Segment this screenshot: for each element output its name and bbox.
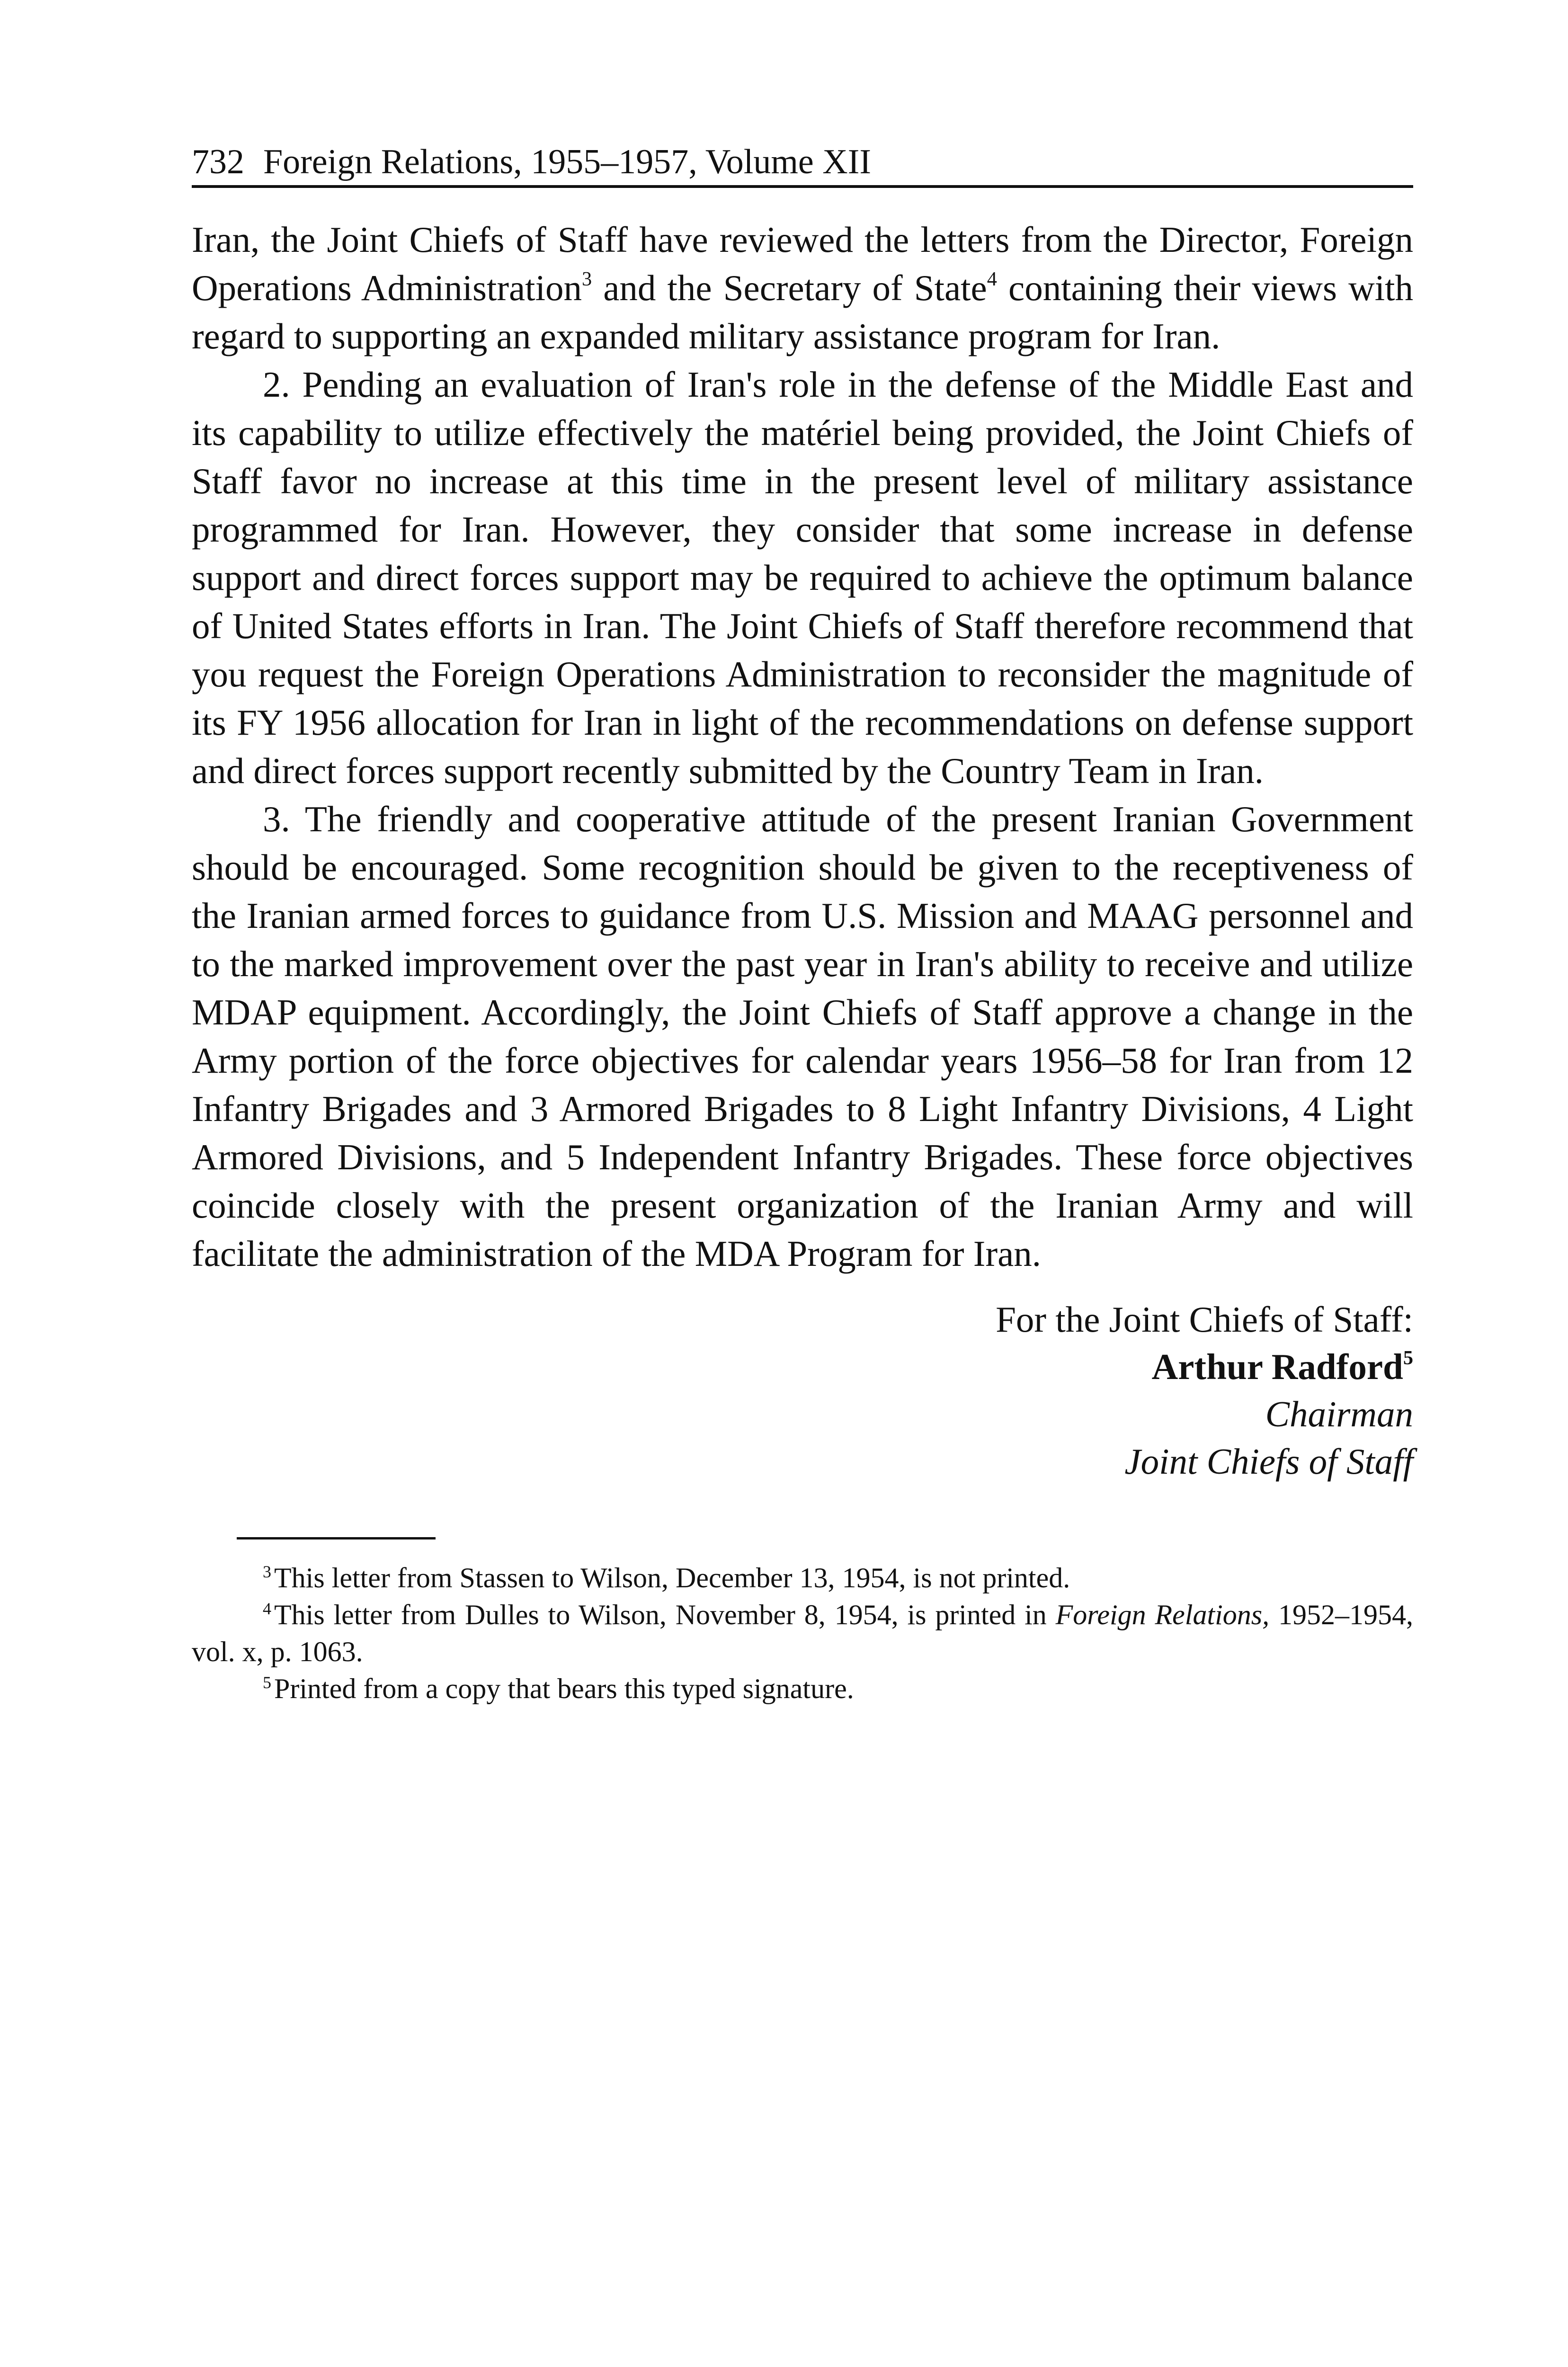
footnote-4-text-b: 1952–1954, vol. x, p. 1063. (192, 1599, 1414, 1668)
document-page (192, 142, 1413, 1707)
footnote-4-mark: 4 (263, 1599, 271, 1619)
running-head (192, 142, 1413, 188)
footnotes (192, 1559, 1413, 1707)
footnote-3-mark: 3 (263, 1562, 271, 1582)
footnote-3-text: This letter from Stassen to Wilson, December 13, 1954, is not printed. (274, 1562, 1070, 1594)
paragraph-1-text-a: Iran, the Joint Chiefs of Staff have reviewed the letters from the Director, Foreign Operations Administration (192, 219, 1413, 309)
signature-intro: For the Joint Chiefs of Staff: (996, 1299, 1413, 1340)
signature-block (192, 1296, 1413, 1485)
paragraph-1-text-b: and the Secretary of State (592, 267, 987, 309)
footnote-5-text: Printed from a copy that bears this typed signature. (274, 1673, 854, 1705)
letter-body (192, 215, 1413, 1278)
footnote-ref-3: 3 (581, 268, 592, 291)
footnote-divider (237, 1537, 436, 1539)
footnote-3 (192, 1559, 1413, 1596)
footnote-5 (192, 1670, 1413, 1707)
signer-title: Chairman (1265, 1394, 1413, 1435)
footnote-4-italic-title: Foreign Relations, (1055, 1599, 1270, 1631)
paragraph-1-text-c: containing their views with regard to supporting an expanded military assistance program for Iran. (192, 267, 1414, 357)
footnote-ref-4: 4 (987, 268, 997, 291)
signer-name: Arthur Radford (1151, 1346, 1403, 1388)
page-number: 732 (192, 142, 244, 181)
paragraph-1 (192, 215, 1413, 360)
paragraph-2: 2. Pending an evaluation of Iran's role in the defense of the Middle East and its capability to utilize effectively the matériel being provided, the Joint Chiefs of Staff favor no increase at this time in the present level of military assistance programmed for Iran. However, they consider that some increase in defense support and direct forces support may be required to achieve the optimum balance of United States efforts in Iran. The Joint Chiefs of Staff therefore recommend that you request the Foreign Operations Administration to reconsider the magnitude of its FY 1956 allocation for Iran in light of the recommendations on defense support and direct forces support recently submitted by the Country Team in Iran. (192, 364, 1413, 792)
footnote-5-mark: 5 (263, 1673, 271, 1692)
signer-organization: Joint Chiefs of Staff (1124, 1441, 1413, 1482)
running-title: Foreign Relations, 1955–1957, Volume XII (263, 142, 871, 181)
paragraph-3: 3. The friendly and cooperative attitude of the present Iranian Government should be encouraged. Some recognition should be given to the receptiveness of the Iranian armed forces to guidance from U.S. Mission and MAAG personnel and to the marked improvement over the past year in Iran's ability to receive and utilize MDAP equipment. Accordingly, the Joint Chiefs of Staff approve a change in the Army portion of the force objectives for calendar years 1956–58 for Iran from 12 Infantry Brigades and 3 Armored Brigades to 8 Light Infantry Divisions, 4 Light Armored Divisions, and 5 Independent Infantry Brigades. These force objectives coincide closely with the present organization of the Iranian Army and will facilitate the administration of the MDA Program for Iran. (192, 799, 1413, 1274)
footnote-4 (192, 1596, 1413, 1670)
footnote-ref-5: 5 (1403, 1347, 1413, 1370)
signer-line (192, 1343, 1413, 1390)
footnote-4-text-a: This letter from Dulles to Wilson, November 8, 1954, is printed in (274, 1599, 1056, 1631)
